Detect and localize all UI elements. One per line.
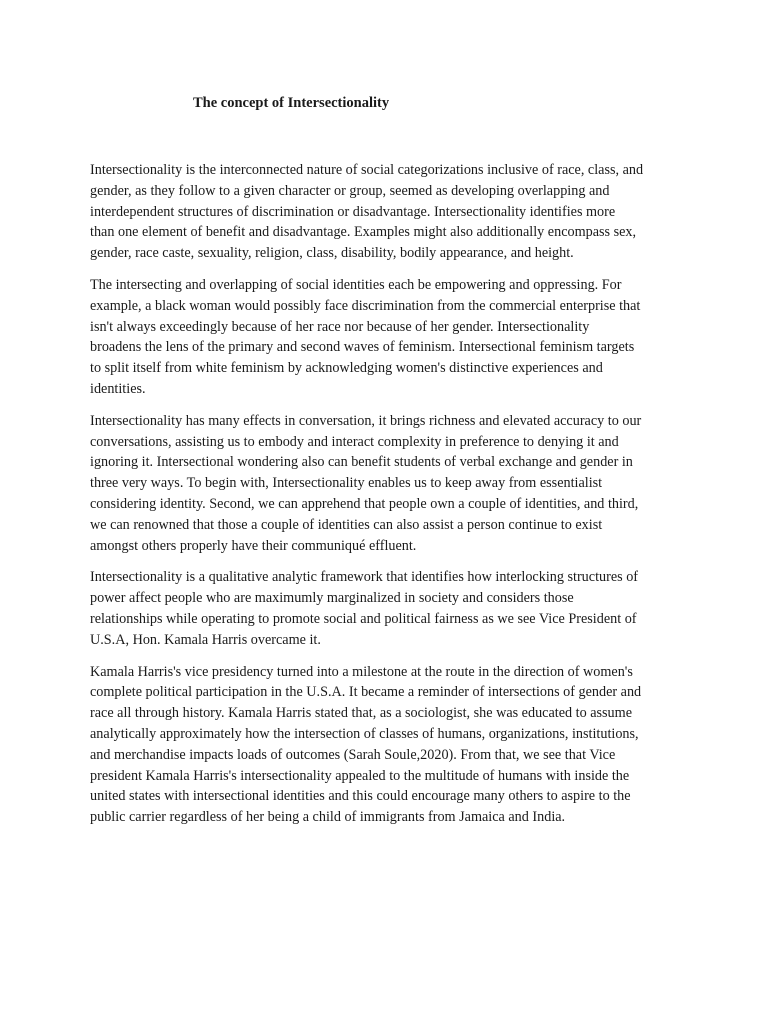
text-line: isn't always exceedingly because of her race nor because of her gender. Intersectionality	[90, 318, 590, 335]
text-line: power affect people who are maximumly marginalized in society and considers those	[90, 590, 574, 607]
text-line: than one element of benefit and disadvantage. Examples might also additionally encompass sex,	[90, 224, 637, 241]
text-line: united states with intersectional identities and this could encourage many others to aspire to the	[90, 788, 631, 805]
paragraph-1	[90, 160, 692, 264]
paragraph-3	[90, 411, 692, 557]
text-line: to split itself from white feminism by acknowledging women's distinctive experiences and	[90, 360, 603, 377]
text-line: complete political participation in the U.S.A. It became a reminder of intersections of gender and	[90, 684, 642, 701]
text-line: amongst others properly have their communiqué effluent.	[90, 537, 417, 554]
text-line: president Kamala Harris's intersectionality appealed to the multitude of humans with inside the	[90, 767, 630, 784]
text-line: Intersectionality is a qualitative analytic framework that identifies how interlocking structures of	[90, 569, 639, 586]
text-line: Intersectionality has many effects in conversation, it brings richness and elevated accuracy to our	[90, 412, 642, 429]
text-line: and merchandise impacts loads of outcomes (Sarah Soule,2020). From that, we see that Vice	[90, 746, 616, 763]
text-line: example, a black woman would possibly face discrimination from the commercial enterprise that	[90, 297, 641, 314]
text-line: three very ways. To begin with, Intersectionality enables us to keep away from essentialist	[90, 475, 603, 492]
paragraph-2	[90, 275, 692, 400]
text-line: we can renowned that those a couple of identities can also assist a person continue to exist	[90, 516, 603, 533]
paragraph-4	[90, 567, 692, 650]
text-line: relationships while operating to promote social and political fairness as we see Vice President of	[90, 610, 637, 627]
text-line: public carrier regardless of her being a child of immigrants from Jamaica and India.	[90, 809, 566, 826]
text-line: Intersectionality is the interconnected nature of social categorizations inclusive of race, class, and	[90, 162, 644, 178]
text-line: gender, race caste, sexuality, religion, class, disability, bodily appearance, and height.	[90, 245, 574, 262]
text-line: considering identity. Second, we can apprehend that people own a couple of identities, and third,	[90, 495, 639, 512]
text-line: race all through history. Kamala Harris stated that, as a sociologist, she was educated to assume	[90, 705, 632, 722]
text-line: analytically approximately how the intersection of classes of humans, organizations, institutions,	[90, 725, 639, 742]
text-line: Kamala Harris's vice presidency turned into a milestone at the route in the direction of women's	[90, 663, 633, 680]
text-line: interdependent structures of discrimination or disadvantage. Intersectionality identifies more	[90, 203, 616, 220]
text-line: The intersecting and overlapping of social identities each be empowering and oppressing. For	[90, 276, 622, 293]
paragraph-5	[90, 662, 692, 828]
document-body	[90, 160, 692, 839]
text-line: identities.	[90, 380, 146, 397]
text-line: ignoring it. Intersectional wondering also can benefit students of verbal exchange and gender in	[90, 454, 633, 471]
text-line: gender, as they follow to a given character or group, seemed as developing overlapping and	[90, 182, 610, 199]
text-line: broadens the lens of the primary and second waves of feminism. Intersectional feminism targets	[90, 339, 635, 356]
text-line: conversations, assisting us to embody and interact complexity in preference to denying it and	[90, 433, 619, 450]
text-line: U.S.A, Hon. Kamala Harris overcame it.	[90, 631, 321, 648]
document-title: The concept of Intersectionality	[193, 95, 390, 111]
